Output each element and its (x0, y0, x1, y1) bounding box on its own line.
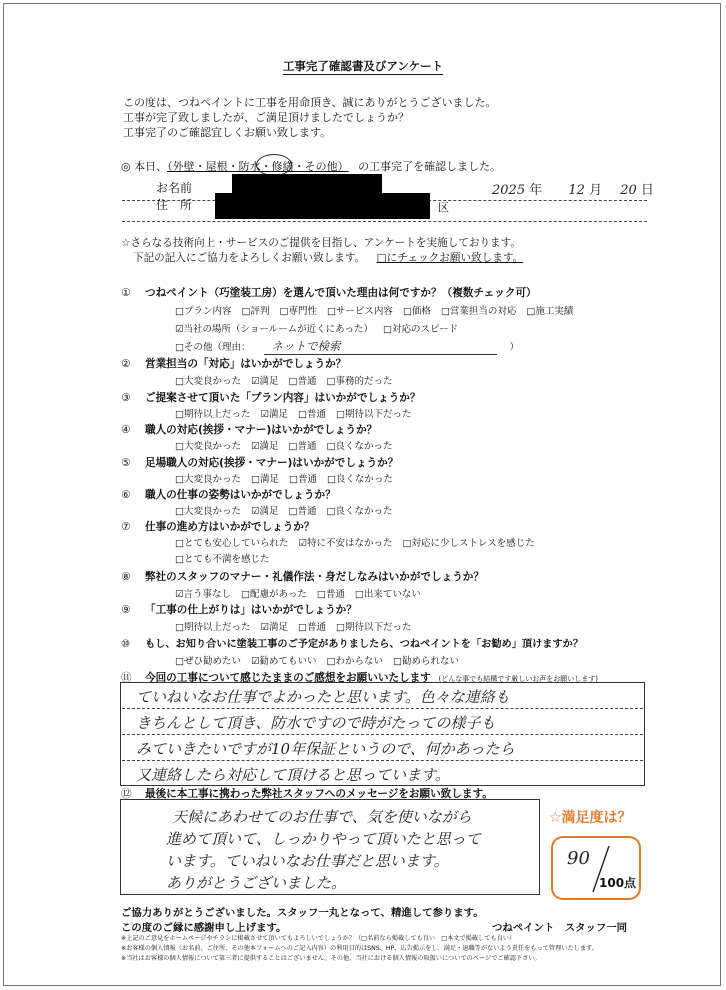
question-5-options (175, 471, 403, 485)
option[interactable]: □普通 (298, 622, 326, 633)
question-3-options (175, 406, 421, 420)
closing-line2: この度のご縁に感謝申し上げます。 (121, 922, 287, 934)
q12-answer-line3: います。ていねいなお仕事だと思います。 (166, 852, 449, 870)
survey-intro-line2: 下記の記入にご協力をよろしくお願い致します。 □にチェックお願い致します。 (133, 252, 524, 264)
option[interactable]: □期待以下だった (336, 409, 412, 420)
survey-intro-line1: ☆さらなる技術向上・サービスのご提供を目指し、アンケートを実施しております。 (121, 237, 521, 249)
option[interactable]: □期待以上だった (175, 409, 251, 420)
option[interactable]: □ぜひ勧めたい (175, 656, 241, 667)
option[interactable]: □わからない (326, 656, 383, 667)
satisfaction-score-box[interactable] (551, 836, 641, 900)
option[interactable]: □良くなかった (326, 506, 393, 517)
question-8: ⑧ 弊社のスタッフのマナー・礼儀作法・身だしなみはいかがでしょうか？ (121, 571, 484, 583)
question-12: ⑫ 最後に本工事に携わった弊社スタッフへのメッセージをお願い致します。 (121, 788, 493, 800)
question-3: ③ ご提案させて頂いた「プラン内容」はいかがでしょうか？ (121, 392, 421, 404)
q12-answer-line1: 天候にあわせてのお仕事で、気を使いながら (172, 808, 472, 826)
document-title: 工事完了確認書及びアンケート (282, 59, 444, 73)
other-reason-answer[interactable]: ネットで検索 (264, 338, 497, 355)
question-1-options-row2 (175, 321, 468, 335)
question-10: ⑩ もし、お知り合いに塗装工事のご予定がありましたら、つねペイントを「お勧め」頂けますか？ (121, 639, 584, 650)
completion-date: 2025 年 12 月 20 日 (492, 183, 654, 198)
option[interactable]: ☑満足 (260, 409, 289, 420)
q11-rule-1 (122, 708, 643, 709)
footnote-3: ※当社はお客様の個人情報について第三者に提供することはございません。その他、当社における個人情報の取扱いについてのページでご確認下さい。 (121, 955, 541, 962)
option[interactable]: □期待以上だった (175, 622, 251, 633)
option[interactable]: ☑言う事なし (175, 589, 232, 600)
option[interactable]: ☑満足 (250, 441, 279, 452)
option[interactable]: □とても不満を感じた (175, 554, 270, 565)
address-redaction (215, 193, 430, 219)
q12-answer-line4: ありがとうございました。 (166, 874, 347, 892)
q11-answer-line1: ていねいなお仕事でよかったと思います。色々な連絡も (136, 688, 510, 706)
option[interactable]: □普通 (288, 441, 317, 452)
question-1-options-row1 (175, 303, 583, 317)
option[interactable]: ☑満足 (250, 506, 279, 517)
option[interactable]: □普通 (316, 589, 345, 600)
satisfaction-label: ☆満足度は？ (549, 810, 632, 826)
question-9: ⑨ 「工事の仕上がりは」はいかがでしょうか？ (121, 604, 357, 616)
question-6: ⑥ 職人の仕事の姿勢はいかがでしょうか？ (121, 489, 336, 501)
option[interactable]: □大変良かった (175, 376, 241, 387)
option[interactable]: □大変良かった (175, 441, 241, 452)
option[interactable]: □良くなかった (326, 474, 393, 485)
option[interactable]: ☑勧めてもいい (250, 656, 317, 667)
address-label: 住 所 (156, 198, 193, 212)
option[interactable]: □普通 (288, 506, 317, 517)
option[interactable]: ☑満足 (260, 622, 289, 633)
option[interactable]: □プラン内容 (175, 306, 232, 317)
option[interactable]: ☑満足 (250, 376, 279, 387)
question-8-options (175, 586, 431, 600)
option[interactable]: □営業担当の対応 (440, 306, 517, 317)
q11-answer-line2: きちんとして頂き、防水ですので時がたっての様子も (136, 714, 496, 732)
option[interactable]: □良くなかった (326, 441, 393, 452)
completion-statement: ◎ 本日、（外壁・屋根・防水・修繕・その他） の工事完了を確認しました。 (121, 160, 502, 173)
question-2-options (175, 373, 402, 387)
option[interactable]: □価格 (402, 306, 431, 317)
question-7-options-row1 (175, 535, 545, 549)
question-6-options (175, 503, 402, 517)
question-7: ⑦ 仕事の進め方はいかがでしょうか？ (121, 521, 315, 533)
option[interactable]: □評判 (241, 306, 270, 317)
option[interactable]: □大変良かった (175, 474, 241, 485)
option[interactable]: □対応に少しストレスを感じた (402, 538, 535, 549)
ward-label: 区 (438, 201, 449, 214)
q11-answer-line3: みていきたいですが10年保証というので、何かあったら (136, 740, 515, 758)
option[interactable]: □サービス内容 (326, 306, 393, 317)
option[interactable]: □大変良かった (175, 506, 241, 517)
option[interactable]: □普通 (298, 409, 326, 420)
option[interactable]: □専門性 (279, 306, 317, 317)
q11-answer-line4: 又連絡したら対応して頂けると思っています。 (136, 766, 450, 784)
question-2: ② 営業担当の「対応」はいかがでしょうか？ (121, 358, 347, 370)
bousui-circle-mark (256, 154, 292, 176)
satisfaction-score: 90 (567, 848, 590, 869)
question-9-options (175, 619, 421, 633)
question-5: ⑤ 足場職人の対応(挨拶・マナー)はいかがでしょうか？ (121, 457, 399, 469)
q11-rule-3 (122, 760, 643, 761)
question-1-other: □その他（理由： ネットで検索 ） (175, 339, 520, 353)
option[interactable]: ☑特に不安はなかった (298, 538, 393, 549)
footnote-2: ※お客様の個人情報（お名前、ご住所、その他本フォームへのご記入内容）の利用目的はSNS、HP、広告掲示をし、満足・退職等がないよう責任をもって管理いたします。 (121, 945, 598, 952)
option[interactable]: □出来ていない (354, 589, 421, 600)
option[interactable]: □満足 (250, 474, 279, 485)
option[interactable]: □配慮があった (241, 589, 307, 600)
satisfaction-max: 100点 (599, 876, 637, 890)
option[interactable]: □普通 (288, 376, 317, 387)
address-underline (122, 221, 647, 222)
footnote-1: ※上記のご意見をホームページやチラシに掲載させて頂いてもよろしいでしょうか？（□名前なら掲載しても良い □本文で掲載しても良い） (121, 935, 516, 942)
option[interactable]: □期待以下だった (336, 622, 412, 633)
option[interactable]: □とても安心していられた (175, 538, 289, 549)
q11-rule-2 (122, 734, 643, 735)
option[interactable]: □事務的だった (326, 376, 393, 387)
option[interactable]: ☑当社の場所（ショールームが近くにあった） (175, 324, 374, 335)
closing-signature: つねペイント スタッフ一同 (492, 922, 628, 934)
closing-line1: ご協力ありがとうございました。スタッフ一丸となって、精進して参ります。 (121, 907, 484, 919)
check-note: □にチェックお願い致します。 (376, 252, 524, 264)
question-7-options-row2 (175, 551, 279, 565)
option[interactable]: □普通 (288, 474, 317, 485)
option[interactable]: □勧められない (393, 656, 459, 667)
name-label: お名前 (156, 181, 193, 195)
question-11: ⑪ 今回の工事について感じたままのご感想をお願いいたします (どんな事でも結構です厳しいお声をお願いします) (121, 672, 598, 684)
question-4: ④ 職人の対応(挨拶・マナー)はいかがでしょうか？ (121, 424, 378, 436)
question-1: ① つねペイント（巧塗装工房）を選んで頂いた理由は何ですか？（複数チェック可） (121, 287, 537, 299)
option[interactable]: □施工実績 (526, 306, 574, 317)
question-4-options (175, 438, 402, 452)
option[interactable]: □対応のスピード (383, 324, 459, 335)
q12-answer-line2: 進めて頂いて、しっかりやって頂いたと思って (166, 830, 481, 848)
question-10-options (175, 653, 469, 667)
intro-text: この度は、つねペイントに工事を用命頂き、誠にありがとうございました。 工事が完了致しましたが、ご満足頂けましたでしょうか？ 工事完了のご確認宜しくお願い致します。 (123, 96, 497, 139)
